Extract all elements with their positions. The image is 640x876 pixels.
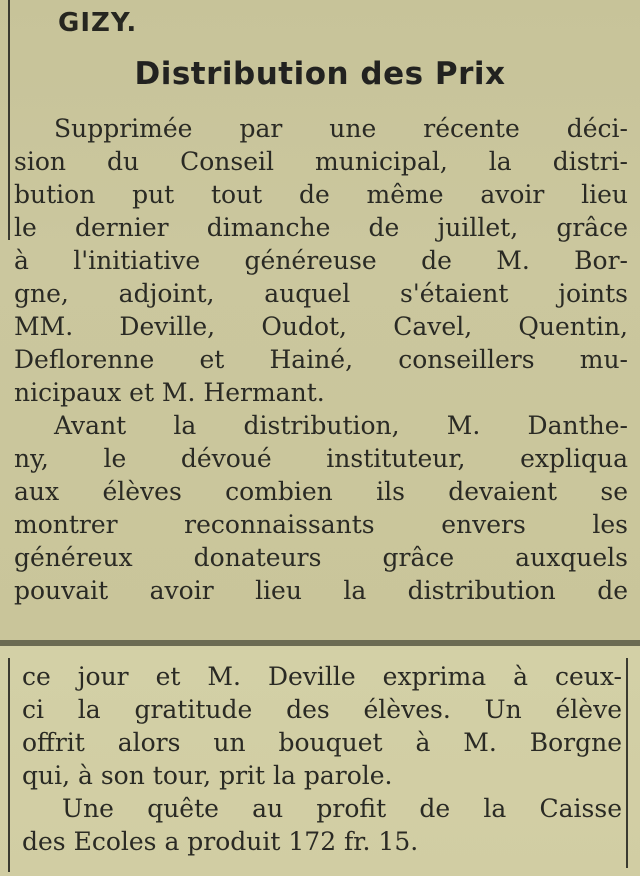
place-heading: GIZY.: [58, 8, 138, 38]
text-line: bution put tout de même avoir lieu: [14, 180, 628, 209]
text-line: Supprimée par une récente déci-: [54, 114, 628, 143]
article-body-part2: [22, 660, 622, 858]
article-body-part1: [14, 112, 628, 607]
text-line: MM. Deville, Oudot, Cavel, Quentin,: [14, 312, 628, 341]
text-line: Deflorenne et Hainé, conseillers mu-: [14, 345, 628, 374]
text-line: sion du Conseil municipal, la distri-: [14, 147, 628, 176]
text-line: à l'initiative généreuse de M. Bor-: [14, 246, 628, 275]
column-rule-left: [8, 658, 10, 872]
text-line: Avant la distribution, M. Danthe-: [54, 411, 628, 440]
text-line: ci la gratitude des élèves. Un élève: [22, 695, 622, 724]
text-line: Une quête au profit de la Caisse: [62, 794, 622, 823]
text-line: nicipaux et M. Hermant.: [14, 378, 325, 407]
article-title: Distribution des Prix: [134, 56, 506, 92]
newspaper-clipping-bottom: [0, 646, 640, 876]
text-line: gne, adjoint, auquel s'étaient joints: [14, 279, 628, 308]
text-line: qui, à son tour, prit la parole.: [22, 761, 393, 790]
text-line: généreux donateurs grâce auxquels: [14, 543, 628, 572]
text-line: pouvait avoir lieu la distribution de: [14, 576, 628, 605]
text-line: offrit alors un bouquet à M. Borgne: [22, 728, 622, 757]
text-line: des Ecoles a produit 172 fr. 15.: [22, 827, 419, 856]
text-line: ce jour et M. Deville exprima à ceux-: [22, 662, 622, 691]
text-line: aux élèves combien ils devaient se: [14, 477, 628, 506]
text-line: le dernier dimanche de juillet, grâce: [14, 213, 628, 242]
column-rule-right: [626, 658, 628, 868]
text-line: ny, le dévoué instituteur, expliqua: [14, 444, 628, 473]
text-line: montrer reconnaissants envers les: [14, 510, 628, 539]
column-rule-left: [8, 0, 10, 240]
